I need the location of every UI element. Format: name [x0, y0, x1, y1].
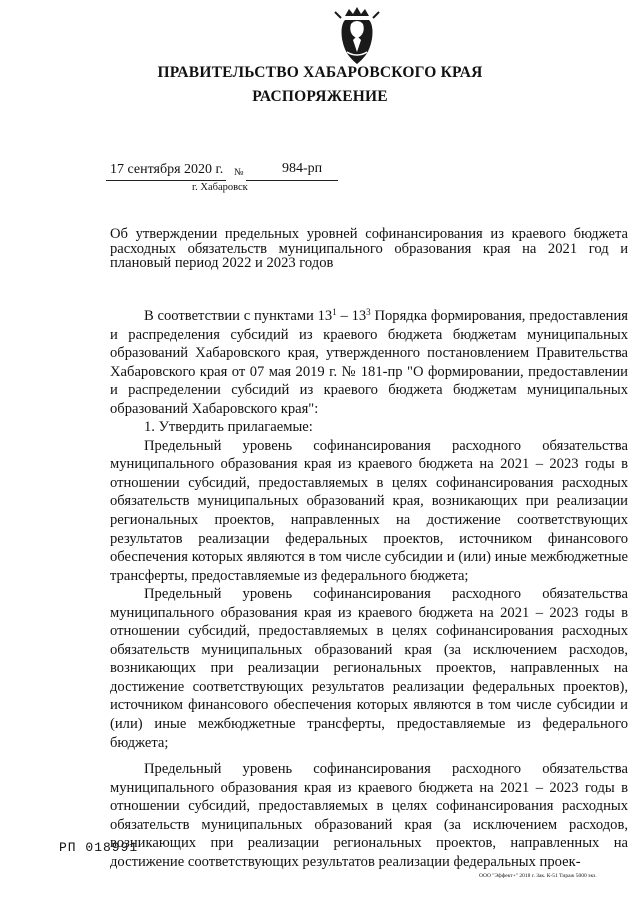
date-underline — [106, 180, 226, 181]
paragraph-level-2: Предельный уровень софинансирования расходного обязательства муниципального образования края из краевого бюджета на 2021 – 2023 годы в отношении субсидий, предоставляемых в целях софинансирования расходных обязательств муниципальных образований края (за исключением расходов, возникающих при реализации региональных проектов, направленных на достижение соответствующих результатов реализации федеральных проектов), источником финансового обеспечения которых являются в том числе субсидии и (или) иные межбюджетные трансферты, предоставляемые из федерального бюджета; — [110, 586, 628, 751]
number-underline — [246, 180, 338, 181]
document-body — [110, 307, 628, 871]
paragraph-level-3: Предельный уровень софинансирования расходного обязательства муниципального образования края из краевого бюджета на 2021 – 2023 годы в отношении субсидий, предоставляемых в целях софинансирования расходных обязательств муниципальных образований края (за исключением расходов, возникающих при реализации региональных проектов, направленных на достижение соответствующих результатов реализации федеральных проек- — [110, 761, 628, 870]
document-date: 17 сентября 2020 г. — [110, 162, 224, 177]
document-type: РАСПОРЯЖЕНИЕ — [252, 88, 388, 105]
document-city: г. Хабаровск — [192, 182, 248, 193]
paragraph-item-1: 1. Утвердить прилагаемые: — [144, 419, 313, 436]
document-subject: Об утверждении предельных уровней софинансирования из краевого бюджета расходных обязательств муниципального образования края на 2021 год и плановый период 2022 и 2023 годов — [110, 226, 628, 271]
paragraph-preamble: В соответствии с пунктами $13^1 - 13^3$ Порядка формирования, предоставления и распределения субсидий из краевого бюджета бюджетам муниципальных образований Хабаровского края, утвержденного постановлением Правительства Хабаровского края от 07 мая 2019 г. № 181-пр "О формировании, предоставлении и распределении субсидий из краевого бюджета бюджетам муниципальных образований Хабаровского края": — [110, 307, 628, 417]
document-number: 984-рп — [282, 161, 323, 176]
form-serial-code: РП 018991 — [59, 840, 139, 855]
paragraph-level-1: Предельный уровень софинансирования расходного обязательства муниципального образования края из краевого бюджета на 2021 – 2023 годы в отношении субсидий, предоставляемых в целях софинансирования расходных обязательств муниципальных образований края, возникающих при реализации региональных проектов, направленных на достижение соответствующих результатов реализации федеральных проектов, источником финансового обеспечения которых являются в том числе субсидии и (или) иные межбюджетные трансферты, предоставляемые из федерального бюджета; — [110, 437, 628, 584]
government-title: ПРАВИТЕЛЬСТВО ХАБАРОВСКОГО КРАЯ — [157, 64, 483, 81]
number-sign: № — [234, 167, 244, 178]
printer-imprint: ООО "Эффект+" 2018 г. Зак. К-51 Тираж 5000 экз. — [479, 873, 597, 879]
coat-of-arms-emblem — [331, 6, 383, 66]
